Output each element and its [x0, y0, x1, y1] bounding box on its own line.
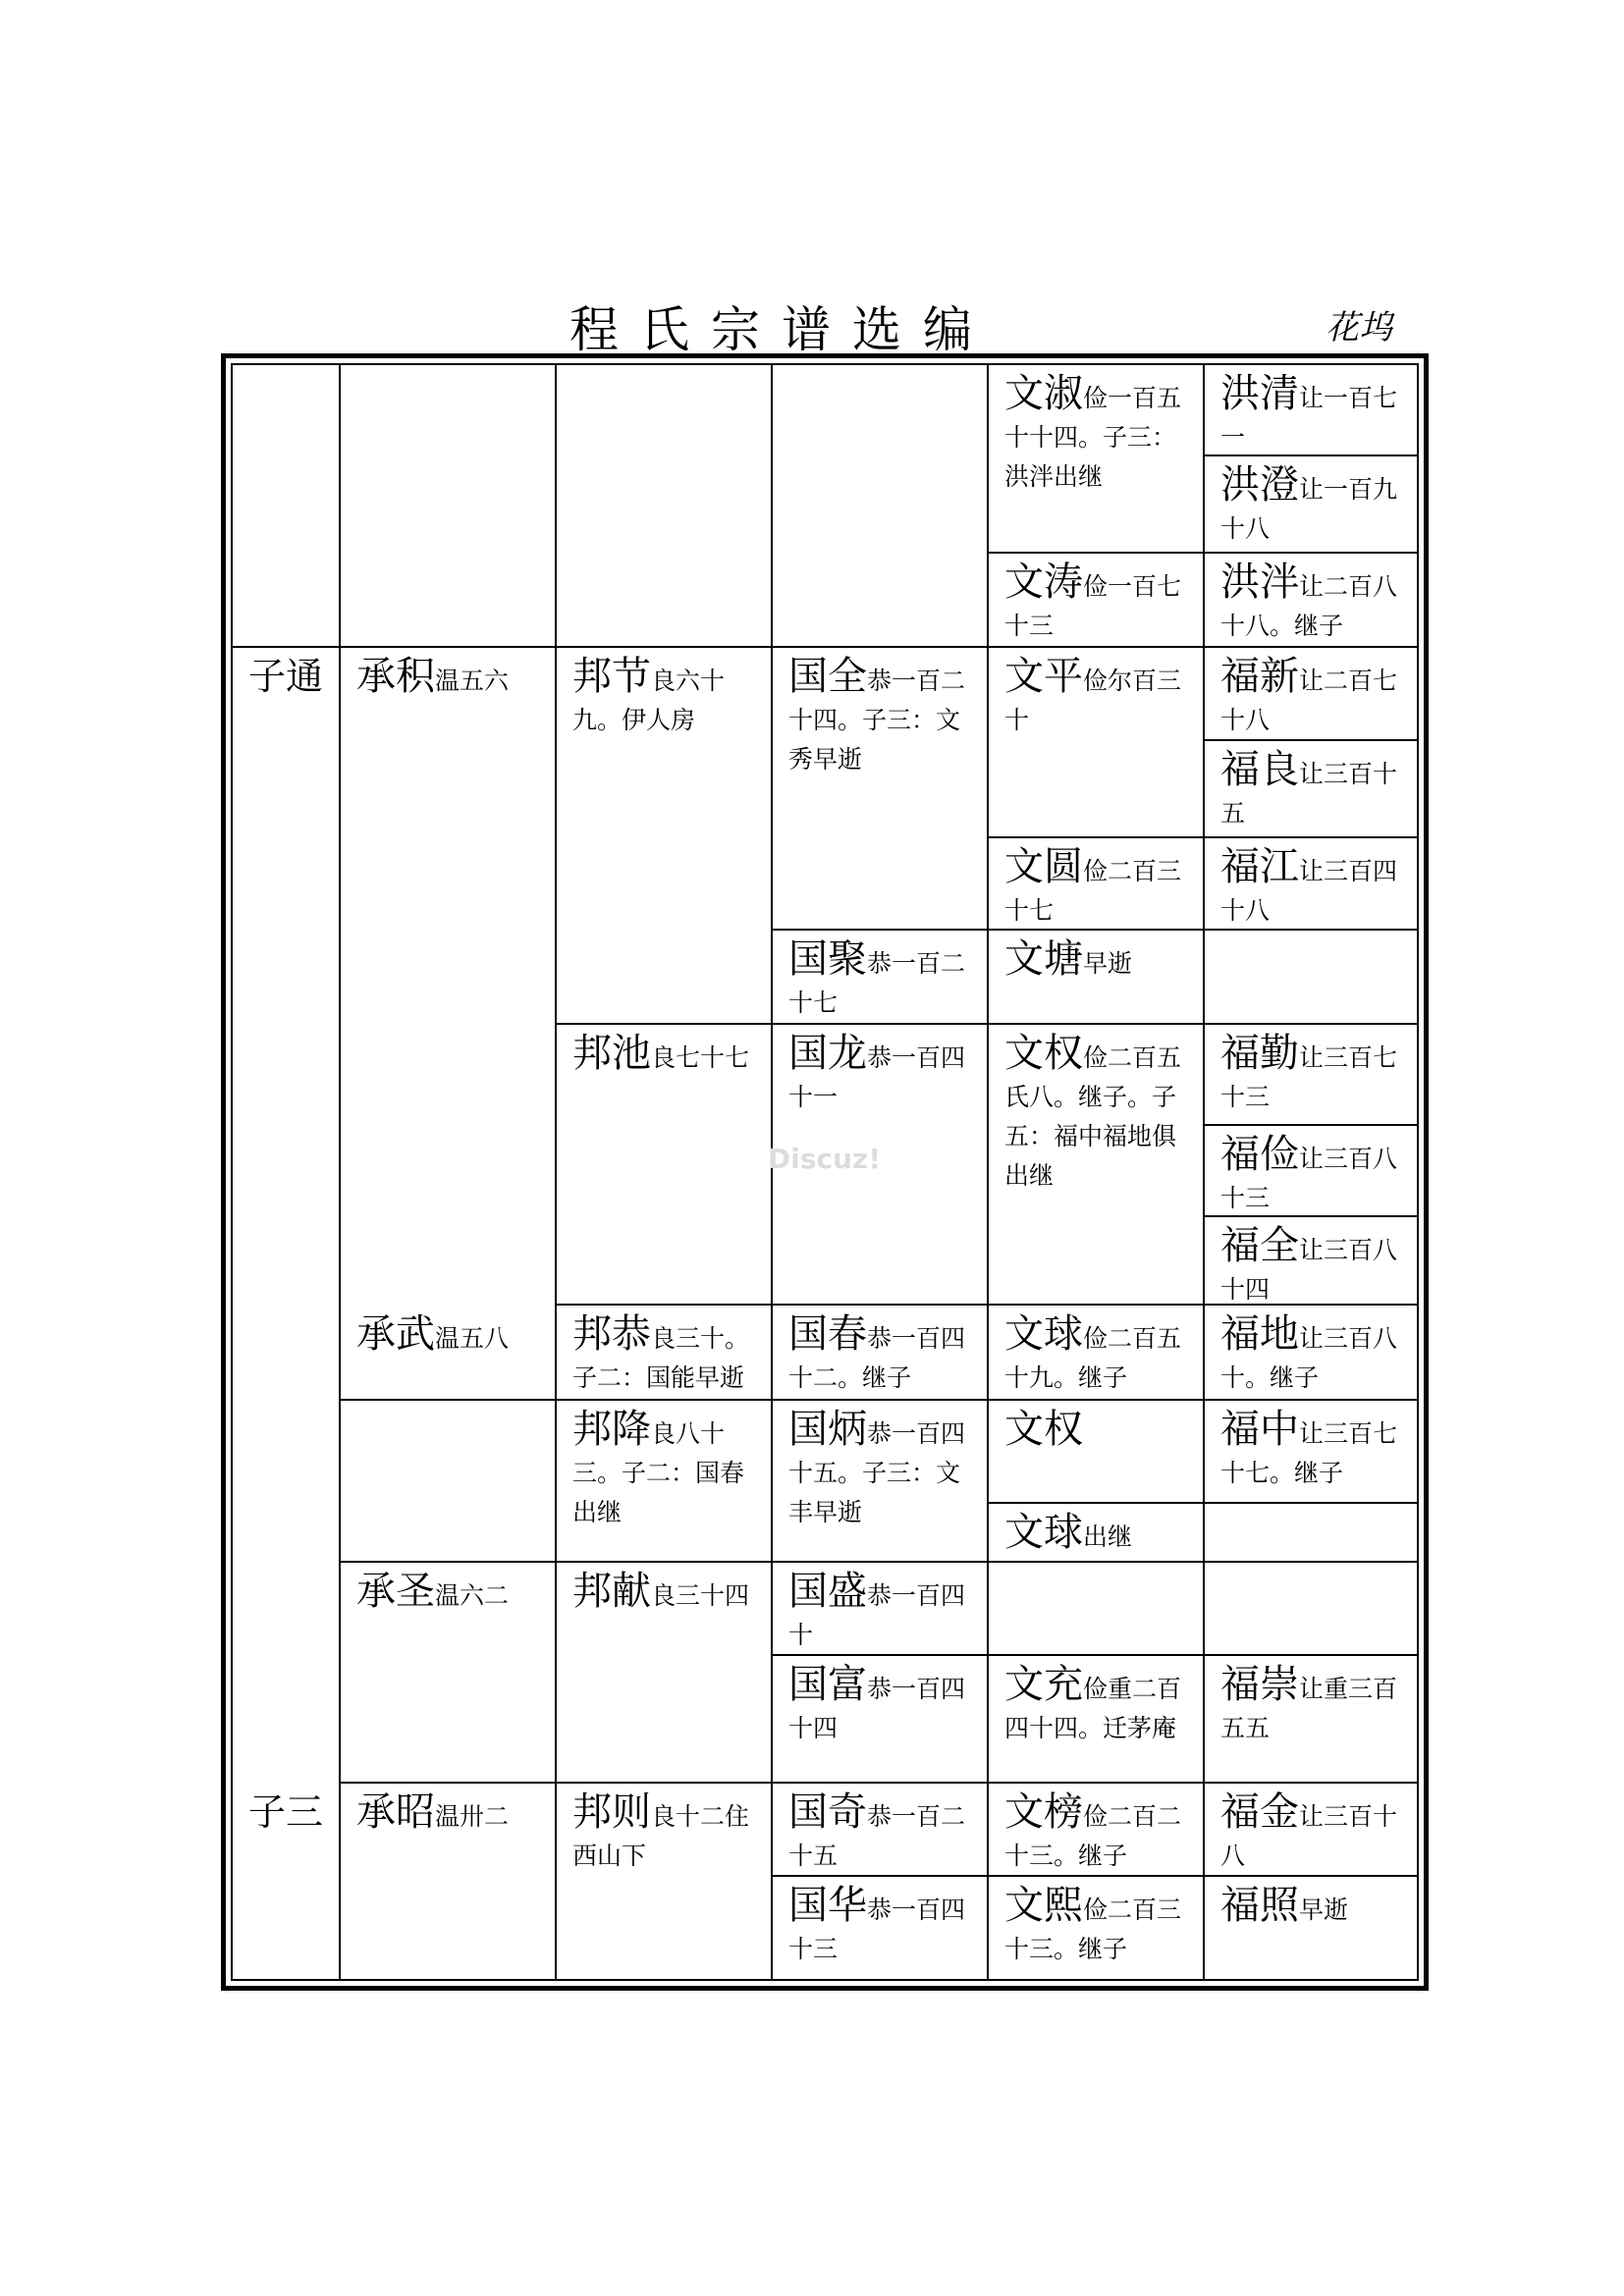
- person-note: 让重三百五五: [1220, 1675, 1398, 1742]
- table-cell: [989, 648, 1205, 838]
- table-cell: [233, 1784, 341, 1979]
- person-note: 俭一百七十三: [1004, 572, 1182, 640]
- table-cell: [989, 1401, 1205, 1504]
- person-name: 福崇: [1220, 1662, 1299, 1707]
- table-cell: [341, 1784, 557, 1979]
- table-cell: [989, 365, 1205, 554]
- person-name: 福照: [1220, 1883, 1299, 1928]
- person-note: 恭一百四十一: [788, 1043, 966, 1111]
- table-cell: [1205, 1504, 1417, 1563]
- watermark-text: Discuz!: [768, 1143, 882, 1175]
- person-note: 让三百十五: [1220, 760, 1398, 828]
- table-cell: [1205, 931, 1417, 1025]
- table-cell: [341, 1563, 557, 1784]
- person-name: 邦恭: [572, 1311, 651, 1357]
- table-cell: [557, 1306, 773, 1401]
- person-note: 良六十九。伊人房: [572, 667, 726, 734]
- table-cell: [989, 1025, 1205, 1306]
- person-note: 良十二住西山下: [572, 1802, 750, 1870]
- person-name: 国奇: [788, 1789, 867, 1835]
- person-name: 福俭: [1220, 1132, 1299, 1177]
- table-cell: [557, 365, 773, 648]
- person-note: 恭一百四十五。子三：文丰早逝: [788, 1419, 966, 1526]
- person-note: 俭尔百三十: [1004, 667, 1182, 734]
- table-cell: [989, 1656, 1205, 1784]
- table-cell: [773, 1563, 989, 1656]
- table-cell: [773, 1656, 989, 1784]
- table-cell: [557, 1784, 773, 1979]
- person-name: 国富: [788, 1662, 867, 1707]
- person-name: 文圆: [1004, 844, 1083, 889]
- table-cell: [557, 1025, 773, 1306]
- table-cell: [1205, 1126, 1417, 1217]
- person-note: 恭一百四十: [788, 1581, 966, 1649]
- person-name: 文熙: [1004, 1883, 1083, 1928]
- person-note: 让三百八十三: [1220, 1145, 1398, 1212]
- person-name: 国盛: [788, 1569, 867, 1614]
- table-cell: [1205, 1877, 1417, 1979]
- person-note: 良三十四: [651, 1581, 750, 1610]
- table-cell: [989, 1504, 1205, 1563]
- person-note: 俭二百三十三。继子: [1004, 1896, 1182, 1963]
- person-name: 邦池: [572, 1031, 651, 1076]
- table-cell: [773, 931, 989, 1025]
- person-note: 良八十三。子二：国春出继: [572, 1419, 745, 1526]
- person-note: 良三十。子二：国能早逝: [572, 1324, 750, 1392]
- person-name: 洪泮: [1220, 560, 1299, 605]
- table-cell: [341, 365, 557, 648]
- person-name: 福金: [1220, 1789, 1299, 1835]
- table-cell: [1205, 1401, 1417, 1504]
- person-note: 俭二百二十三。继子: [1004, 1802, 1182, 1870]
- table-cell: [341, 648, 557, 1401]
- person-note: 温五六: [435, 667, 510, 695]
- person-note: 恭一百四十二。继子: [788, 1324, 966, 1392]
- person-name: 文球: [1004, 1311, 1083, 1357]
- person-note: 俭二百三十七: [1004, 857, 1182, 925]
- table-cell: [1205, 1656, 1417, 1784]
- table-cell: [773, 365, 989, 648]
- person-note: 早逝: [1083, 949, 1133, 978]
- table-cell: [989, 838, 1205, 931]
- person-name: 邦节: [572, 654, 651, 699]
- person-name: 承昭: [356, 1789, 435, 1835]
- person-name: 国全: [788, 654, 867, 699]
- table-cell: [1205, 1306, 1417, 1401]
- place-label: 花坞: [1326, 308, 1392, 347]
- person-note: 恭一百四十三: [788, 1896, 966, 1963]
- person-name: 福地: [1220, 1311, 1299, 1357]
- person-name: 邦献: [572, 1569, 651, 1614]
- person-note: 让三百八十。继子: [1220, 1324, 1398, 1392]
- person-name: 国春: [788, 1311, 867, 1357]
- person-name: 邦降: [572, 1407, 651, 1452]
- table-cell: [233, 365, 341, 648]
- person-name: 福新: [1220, 654, 1299, 699]
- table-cell: [989, 1877, 1205, 1979]
- table-cell: [557, 1401, 773, 1563]
- person-note: 俭重二百四十四。迁茅庵: [1004, 1675, 1182, 1742]
- table-cell: [1205, 648, 1417, 741]
- page-title: 程氏宗谱选编: [569, 301, 994, 358]
- person-name: 文球: [1004, 1510, 1083, 1555]
- person-name: 国龙: [788, 1031, 867, 1076]
- person-note: 让一百七一: [1220, 384, 1398, 452]
- table-cell: [989, 1784, 1205, 1877]
- person-note: 俭一百五十十四。子三：洪泮出继: [1004, 384, 1182, 491]
- person-name: 福良: [1220, 747, 1299, 792]
- person-name: 国华: [788, 1883, 867, 1928]
- table-cell: [557, 1563, 773, 1784]
- person-name: 文权: [1004, 1031, 1083, 1076]
- table-cell: [989, 931, 1205, 1025]
- person-name: 国炳: [788, 1407, 867, 1452]
- table-cell: [341, 1306, 557, 1563]
- table-cell: [1205, 456, 1417, 554]
- table-cell: [989, 554, 1205, 648]
- table-cell: [773, 1401, 989, 1563]
- person-name: 福中: [1220, 1407, 1299, 1452]
- person-name: 文平: [1004, 654, 1083, 699]
- table-cell: [1205, 741, 1417, 838]
- person-name: 子三: [248, 1790, 324, 1834]
- table-cell: [773, 1877, 989, 1979]
- table-cell: [773, 648, 989, 931]
- person-name: 福全: [1220, 1223, 1299, 1268]
- person-note: 恭一百二十七: [788, 949, 966, 1017]
- person-note: 让二百八十八。继子: [1220, 572, 1398, 640]
- person-name: 文涛: [1004, 560, 1083, 605]
- table-cell: [773, 1306, 989, 1401]
- person-note: 恭一百二十五: [788, 1802, 966, 1870]
- table-cell: [1205, 365, 1417, 456]
- person-name: 文权: [1004, 1407, 1083, 1452]
- person-note: 出继: [1083, 1522, 1133, 1551]
- table-cell: [1205, 1025, 1417, 1126]
- table-cell: [1205, 554, 1417, 648]
- person-note: 恭一百四十四: [788, 1675, 966, 1742]
- person-note: 让三百七十三: [1220, 1043, 1398, 1111]
- person-name: 福勤: [1220, 1031, 1299, 1076]
- table-cell: [233, 648, 341, 1979]
- person-name: 洪清: [1220, 371, 1299, 416]
- person-name: 福江: [1220, 844, 1299, 889]
- table-cell: [1205, 1563, 1417, 1656]
- person-note: 温卅二: [435, 1802, 510, 1831]
- person-note: 让一百九十八: [1220, 475, 1398, 543]
- person-name: 文塘: [1004, 936, 1083, 982]
- person-note: 温六二: [435, 1581, 510, 1610]
- person-note: 恭一百二十四。子三：文秀早逝: [788, 667, 966, 774]
- person-note: 让三百十八: [1220, 1802, 1398, 1870]
- person-note: 让三百七十七。继子: [1220, 1419, 1398, 1487]
- person-name: 国聚: [788, 936, 867, 982]
- table-cell: [773, 1784, 989, 1877]
- person-note: 让三百四十八: [1220, 857, 1398, 925]
- table-cell: [1205, 838, 1417, 931]
- table-cell: [1205, 1784, 1417, 1877]
- table-cell: [989, 1306, 1205, 1401]
- person-note: 良七十七: [651, 1043, 750, 1072]
- person-name: 文榜: [1004, 1789, 1083, 1835]
- person-name: 子通: [248, 655, 324, 698]
- table-cell: [989, 1563, 1205, 1656]
- person-note: 俭二百五氏八。继子。子五：福中福地俱出继: [1004, 1043, 1182, 1190]
- person-name: 文淑: [1004, 371, 1083, 416]
- person-note: 让二百七十八: [1220, 667, 1398, 734]
- table-cell: [557, 648, 773, 1025]
- person-name: 文充: [1004, 1662, 1083, 1707]
- table-cell: [1205, 1217, 1417, 1306]
- person-note: 早逝: [1299, 1896, 1349, 1924]
- person-note: 温五八: [435, 1324, 510, 1353]
- person-note: 让三百八十四: [1220, 1236, 1398, 1304]
- person-name: 洪澄: [1220, 462, 1299, 507]
- person-name: 邦则: [572, 1789, 651, 1835]
- person-name: 承积: [356, 654, 435, 699]
- person-name: 承武: [356, 1311, 435, 1357]
- person-name: 承圣: [356, 1569, 435, 1614]
- person-note: 俭二百五十九。继子: [1004, 1324, 1182, 1392]
